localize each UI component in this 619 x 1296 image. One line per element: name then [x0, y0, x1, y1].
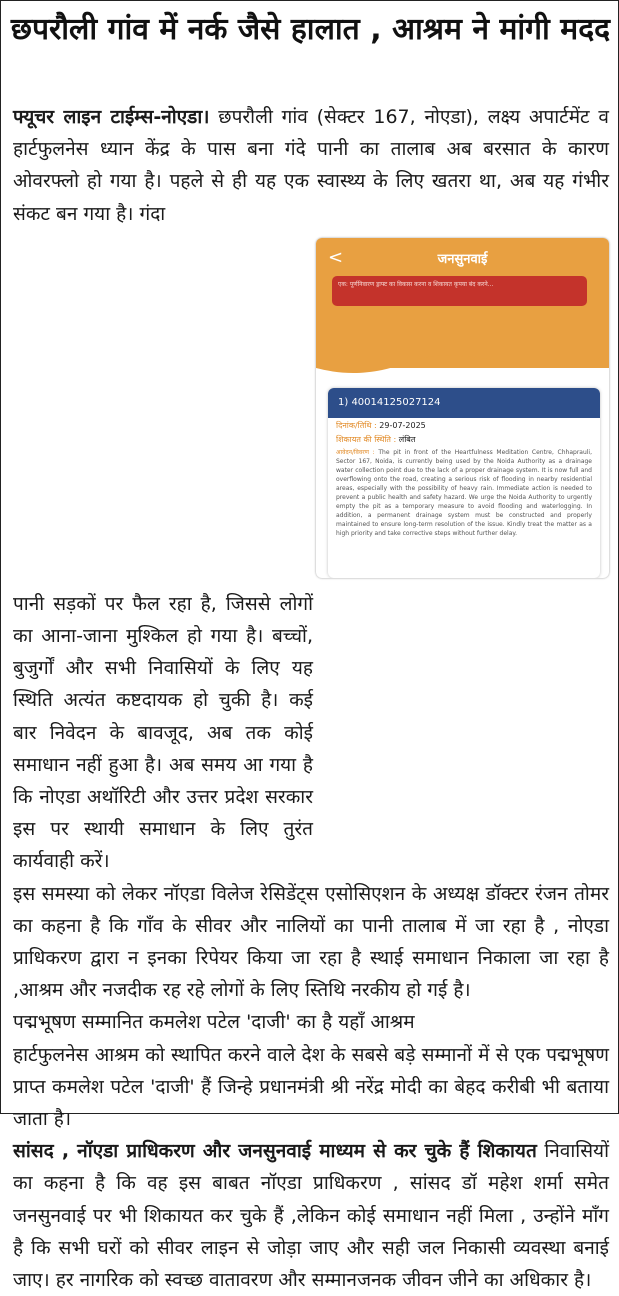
- status-value: लंबित: [398, 434, 416, 444]
- complaint-screenshot: [316, 238, 609, 578]
- status-row: [328, 432, 600, 446]
- date-label: दिनांक/तिथि :: [336, 420, 377, 430]
- paragraph-3-heading: पद्मभूषण सम्मानित कमलेश पटेल 'दाजी' का है यहाँ आश्रम: [13, 1011, 415, 1034]
- dateline: फ्यूचर लाइन टाईम्स-नोएडा।: [13, 106, 210, 128]
- article-body: [13, 101, 609, 1296]
- wave-shape: [316, 333, 609, 393]
- paragraph-4: [13, 1135, 609, 1296]
- lead-paragraph: [13, 101, 609, 230]
- paragraph-4-heading: सांसद , नॉएडा प्राधिकरण और जनसुनवाई माध्यम से कर चुके हैं शिकायत: [13, 1140, 537, 1163]
- paragraph-4-text: निवासियों का कहना है कि वह इस बाबत नॉएडा प्राधिकरण , सांसद डॉ महेश शर्मा समेत जनसुनवाई पर भी शिकायत कर चुके हैं ,लेकिन कोई समाधान नहीं मिला , उन्होंने माँग है कि सभी घरों को सीवर लाइन से जोड़ा जाए और सही जल निकासी व्यवस्था बनाई जाए। हर नागरिक को स्वच्छ वातावरण और सम्मानजनक जीवन जीने का अधिकार है।: [13, 1140, 609, 1292]
- desc-label: आवेदन/विवरण :: [336, 448, 375, 456]
- alert-banner: एक: पूर्णनिवारण ड्राफ्ट का विकास करना व शिकायत कृपया बंद करने...: [332, 276, 587, 306]
- desc-text: The pit in front of the Heartfulness Meditation Centre, Chhaprauli, Sector 167, Noida, is currently being used by the Noida Authority as a drainage water collection point due to the lack of a proper drainage system. It is now full and overflowing onto the road, creating a serious risk of flooding in nearby residential areas, especially with the possibility of heavy rain. Immediate action is needed to prevent a public health and safety hazard. We urge the Noida Authority to urgently empty the pit as a temporary measure to avoid flooding and waterlogging. In addition, a permanent drainage system must be constructed and properly maintained to ensure long-term resolution of the issue. Kindly treat the matter as a high priority and take corrective steps without further delay.: [336, 448, 593, 537]
- paragraph-3: हार्टफुलनेस आश्रम को स्थापित करने वाले देश के सबसे बड़े सम्मानों में से एक पद्मभूषण प्राप्त कमलेश पटेल 'दाजी' हैं जिन्हे प्रधानमंत्री श्री नरेंद्र मोदी का बेहद करीबी भी बताया जाता है।: [13, 1043, 609, 1131]
- headline: छपरौली गांव में नर्क जैसे हालात , आश्रम ने मांगी मदद: [10, 12, 611, 47]
- wrap-paragraph: पानी सड़कों पर फैल रहा है, जिससे लोगों का आना-जाना मुश्किल हो गया है। बच्चों, बुजुर्गों और सभी निवासियों के लिए यह स्थिति अत्यंत कष्टदायक हो चुकी है। कई बार निवेदन के बावजूद, अब तक कोई समाधान नहीं हुआ है। अब समय आ गया है कि नोएडा अथॉरिटी और उत्तर प्रदेश सरकार इस पर स्थायी समाधान के लिए तुरंत कार्यवाही करें।: [13, 592, 313, 873]
- complaint-description: [328, 446, 600, 540]
- date-value: 29-07-2025: [379, 420, 426, 430]
- date-row: [328, 418, 600, 432]
- back-icon: <: [328, 246, 344, 268]
- status-label: शिकायत की स्थिति :: [336, 434, 397, 444]
- lead-text: छपरौली गांव (सेक्टर 167, नोएडा), लक्ष्य अपार्टमेंट व हार्टफुलनेस ध्यान केंद्र के पास बना गंदे पानी का तालाब अब बरसात के कारण ओवरफ्लो हो गया है। पहले से ही यह एक स्वास्थ्य के लिए खतरा था, अब यह गंभीर संकट बन गया है। गंदा: [13, 106, 609, 225]
- app-title: जनसुनवाई: [437, 251, 488, 267]
- complaint-id: 1) 40014125027124: [328, 388, 600, 418]
- complaint-card: [328, 388, 600, 578]
- paragraph-2: इस समस्या को लेकर नॉएडा विलेज रेसिडेंट्स एसोसिएशन के अध्यक्ष डॉक्टर रंजन तोमर का कहना है कि गाँव के सीवर और नालियों का पानी तालाब में जा रहा है , नोएडा प्राधिकरण द्वारा न इनका रिपेयर किया जा रहा है स्थाई समाधान निकाला जा रहा है ,आश्रम और नजदीक रह रहे लोगों के लिए स्तिथि नरकीय हो गई है।: [13, 882, 609, 1002]
